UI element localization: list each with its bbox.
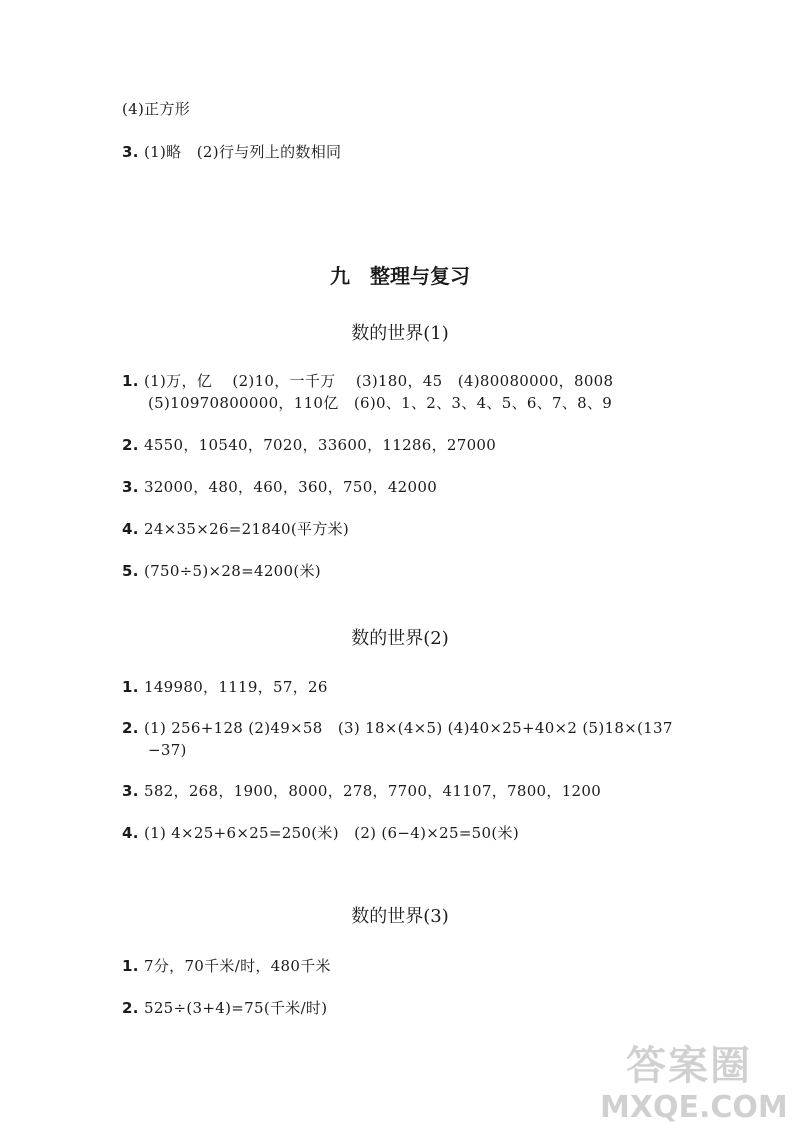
answer-text: 4550，10540，7020，33600，11286，27000 bbox=[144, 436, 497, 454]
item-number: 3. bbox=[122, 782, 139, 800]
item-number: 1. bbox=[122, 957, 139, 975]
chapter-title: 九 整理与复习 bbox=[330, 264, 470, 288]
item-number: 1. bbox=[122, 678, 139, 696]
answer-text: (1)略 (2)行与列上的数相同 bbox=[144, 143, 342, 161]
answer-item bbox=[122, 780, 601, 802]
section-title: 数的世界(2) bbox=[351, 628, 449, 649]
answer-item bbox=[122, 370, 613, 392]
answer-text: (4)正方形 bbox=[122, 100, 191, 118]
item-number: 4. bbox=[122, 824, 139, 842]
item-number: 2. bbox=[122, 719, 139, 737]
answer-item bbox=[122, 141, 341, 163]
watermark-chinese: 答案圈 bbox=[626, 1043, 752, 1089]
answer-text: 525÷(3+4)=75(千米/时) bbox=[144, 999, 328, 1017]
answer-text: 149980，1119，57，26 bbox=[144, 678, 328, 696]
item-number: 4. bbox=[122, 520, 139, 538]
answer-continuation: −37) bbox=[148, 741, 187, 759]
answer-item bbox=[122, 676, 328, 698]
answer-continuation: (5)10970800000，110亿 (6)0、1、2、3、4、5、6、7、8、9 bbox=[148, 394, 613, 412]
answer-text: 24×35×26=21840(平方米) bbox=[144, 520, 350, 538]
item-number: 3. bbox=[122, 478, 139, 496]
section-title: 数的世界(1) bbox=[351, 323, 449, 344]
item-number: 2. bbox=[122, 999, 139, 1017]
watermark-logo bbox=[596, 1030, 796, 1130]
item-number: 3. bbox=[122, 143, 139, 161]
answer-item bbox=[122, 560, 321, 582]
answer-item bbox=[122, 518, 349, 540]
watermark-url: MXQE.COM bbox=[600, 1090, 788, 1125]
answer-text: 32000，480，460，360，750，42000 bbox=[144, 478, 438, 496]
item-number: 1. bbox=[122, 372, 139, 390]
answer-text: (1) 256+128 (2)49×58 (3) 18×(4×5) (4)40×25+40×2 (5)18×(137 bbox=[144, 719, 673, 737]
answer-text: 582，268，1900，8000，278，7700，41107，7800，1200 bbox=[144, 782, 602, 800]
section-title: 数的世界(3) bbox=[351, 906, 449, 927]
answer-item bbox=[122, 434, 496, 456]
answer-text: 7分，70千米/时，480千米 bbox=[144, 957, 331, 975]
item-number: 5. bbox=[122, 562, 139, 580]
answer-text: (750÷5)×28=4200(米) bbox=[144, 562, 321, 580]
answer-item bbox=[122, 822, 519, 844]
answer-item bbox=[122, 955, 331, 977]
answer-text: (1) 4×25+6×25=250(米) (2) (6−4)×25=50(米) bbox=[144, 824, 519, 842]
answer-line bbox=[122, 98, 190, 120]
answer-item bbox=[122, 997, 327, 1019]
answer-item bbox=[122, 476, 437, 498]
item-number: 2. bbox=[122, 436, 139, 454]
answer-item bbox=[122, 717, 673, 739]
answer-text: (1)万，亿 (2)10，一千万 (3)180，45 (4)80080000，8008 bbox=[144, 372, 614, 390]
